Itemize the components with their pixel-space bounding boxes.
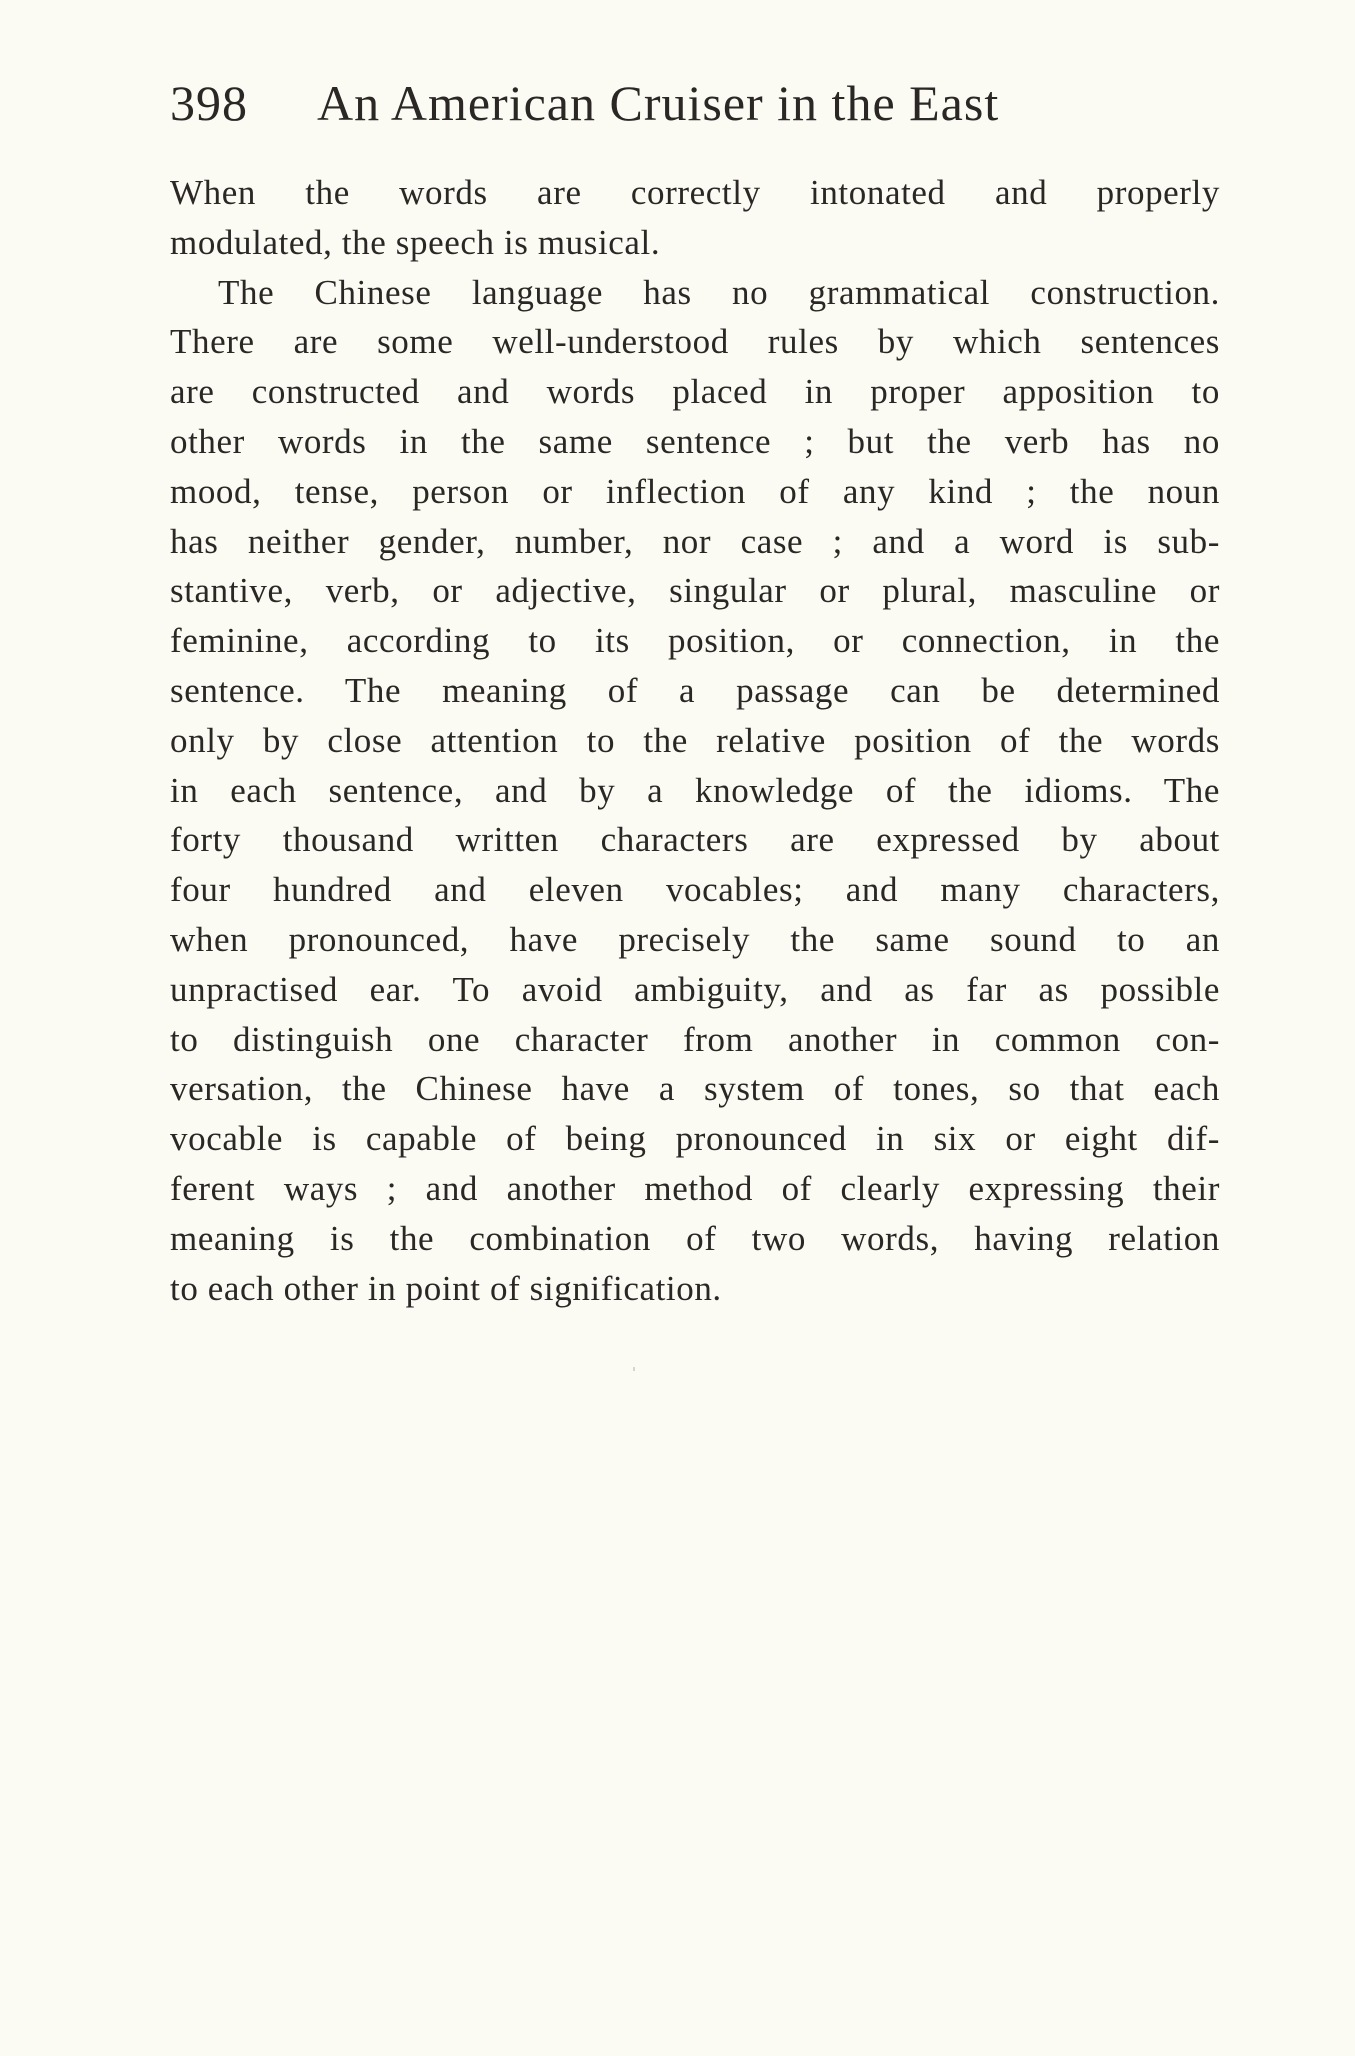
text-line: versation, the Chinese have a system of tones, so that each <box>170 1069 1220 1109</box>
text-line: When the words are correctly intonated and properly <box>170 173 1220 212</box>
text-line: There are some well-understood rules by which sentences <box>170 322 1220 362</box>
text-line: forty thousand written characters are expressed by about <box>170 820 1220 860</box>
text-line: to distinguish one character from another in common con- <box>170 1019 1220 1059</box>
text-line: meaning is the combination of two words, having relation <box>170 1218 1220 1258</box>
book-title: An American Cruiser in the East <box>317 75 1000 131</box>
text-line: sentence. The meaning of a passage can be determined <box>170 670 1220 710</box>
text-line: The Chinese language has no grammatical construction. <box>218 272 1220 312</box>
body-text <box>170 168 1220 1313</box>
text-line: to each other in point of signification. <box>170 1268 722 1308</box>
text-line: vocable is capable of being pronounced in six or eight dif- <box>170 1119 1220 1159</box>
text-line: stantive, verb, or adjective, singular or plural, masculine or <box>170 571 1220 611</box>
text-line: has neither gender, number, nor case ; and a word is sub- <box>170 521 1220 561</box>
text-line: ferent ways ; and another method of clearly expressing their <box>170 1168 1220 1208</box>
text-line: are constructed and words placed in proper apposition to <box>170 372 1220 412</box>
running-head <box>170 68 1120 138</box>
text-line: in each sentence, and by a knowledge of the idioms. The <box>170 770 1220 810</box>
scan-speck <box>633 1367 635 1371</box>
text-line: only by close attention to the relative position of the words <box>170 720 1220 760</box>
text-line: modulated, the speech is musical. <box>170 222 661 262</box>
page-number: 398 <box>170 75 248 131</box>
text-line: when pronounced, have precisely the same sound to an <box>170 919 1220 959</box>
text-line: other words in the same sentence ; but the verb has no <box>170 421 1220 461</box>
text-line: unpractised ear. To avoid ambiguity, and as far as possible <box>170 969 1220 1009</box>
text-line: feminine, according to its position, or connection, in the <box>170 621 1220 661</box>
text-line: four hundred and eleven vocables; and many characters, <box>170 870 1220 910</box>
text-line: mood, tense, person or inflection of any kind ; the noun <box>170 471 1220 511</box>
